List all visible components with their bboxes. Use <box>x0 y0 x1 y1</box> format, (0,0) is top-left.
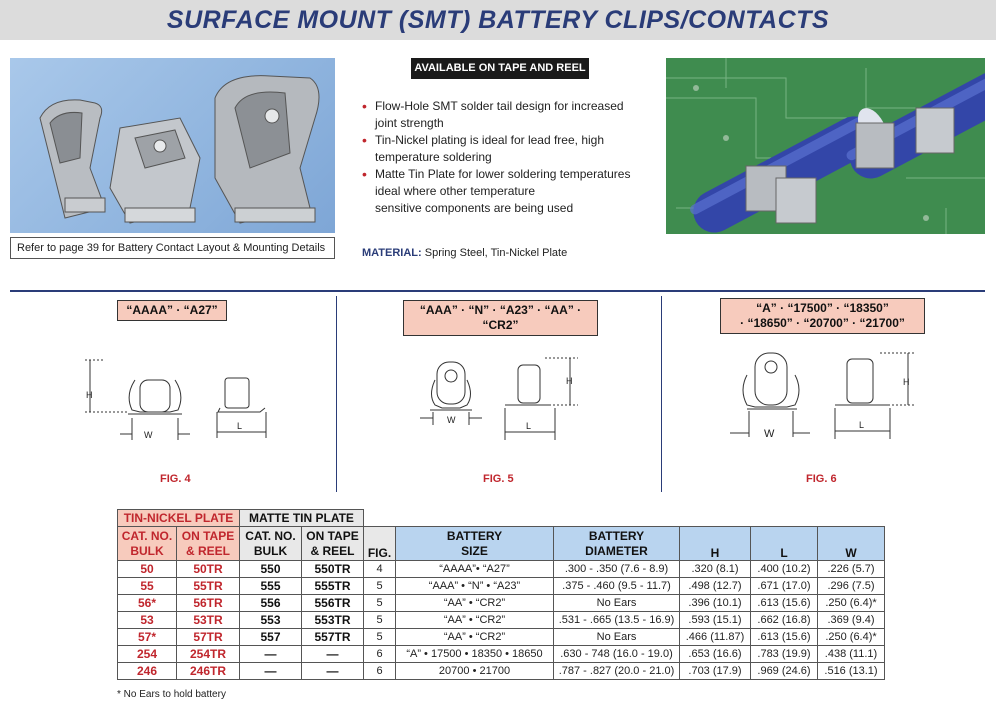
spacer-cell <box>554 510 680 527</box>
cell-w: .226 (5.7) <box>818 561 885 578</box>
spec-table <box>117 509 885 680</box>
w-dim-label: W <box>764 428 775 440</box>
cell-tin-bulk: 246 <box>118 663 177 680</box>
header-line: SIZE <box>461 543 488 558</box>
fig4-label: FIG. 4 <box>160 473 191 485</box>
feature-line: Tin-Nickel plating is ideal for lead free, high <box>375 133 605 147</box>
table-group-header <box>118 510 885 527</box>
cell-tin-reel: 55TR <box>177 578 240 595</box>
table-row <box>118 612 885 629</box>
feature-item <box>362 166 652 217</box>
size-text: “AAAA” · “A27” <box>126 303 218 317</box>
col-matte-reel <box>302 527 364 561</box>
feature-line: Matte Tin Plate for lower soldering temperatures <box>375 167 631 181</box>
cell-h: .593 (15.1) <box>680 612 751 629</box>
cell-l: .662 (16.8) <box>751 612 818 629</box>
cell-matte-reel: — <box>302 646 364 663</box>
header-line: ON TAPE <box>181 528 235 543</box>
cell-l: .783 (19.9) <box>751 646 818 663</box>
cell-size: “AAAA”• “A27” <box>396 561 554 578</box>
cell-fig: 6 <box>364 646 396 663</box>
cell-matte-reel: 553TR <box>302 612 364 629</box>
header-line: CAT. NO. <box>245 528 296 543</box>
cell-matte-bulk: — <box>240 663 302 680</box>
size-text: “AAA” · “N” · “A23” · “AA” · “CR2” <box>419 303 582 332</box>
fig6-size-label <box>720 298 925 334</box>
cell-l: .613 (15.6) <box>751 629 818 646</box>
l-dim-label: L <box>526 421 532 431</box>
cell-size: “A” • 17500 • 18350 • 18650 <box>396 646 554 663</box>
header-line: DIAMETER <box>585 543 648 558</box>
cell-matte-bulk: 555 <box>240 578 302 595</box>
cell-l: .969 (24.6) <box>751 663 818 680</box>
pcb-battery-photo <box>666 58 985 234</box>
tin-nickel-header: TIN-NICKEL PLATE <box>118 510 240 527</box>
col-w: W <box>818 527 885 561</box>
fig4-diagram <box>80 350 280 455</box>
col-diameter <box>554 527 680 561</box>
cell-h: .498 (12.7) <box>680 578 751 595</box>
cell-fig: 5 <box>364 612 396 629</box>
cell-w: .296 (7.5) <box>818 578 885 595</box>
w-dim-label: W <box>144 430 153 440</box>
cell-size: “AAA” • “N” • “A23” <box>396 578 554 595</box>
h-dim-label: H <box>903 377 910 387</box>
cell-matte-reel: 550TR <box>302 561 364 578</box>
fig6-diagram <box>725 345 925 455</box>
size-text: · “18650” · “20700” · “21700” <box>740 316 905 330</box>
cell-diam: .630 - 748 (16.0 - 19.0) <box>554 646 680 663</box>
footnote: * No Ears to hold battery <box>117 689 226 700</box>
material-line <box>362 247 567 259</box>
cell-diam: .531 - .665 (13.5 - 16.9) <box>554 612 680 629</box>
page-title: SURFACE MOUNT (SMT) BATTERY CLIPS/CONTACTS <box>166 6 830 34</box>
cell-l: .671 (17.0) <box>751 578 818 595</box>
header-line: BULK <box>130 543 164 558</box>
cell-matte-reel: 555TR <box>302 578 364 595</box>
cell-tin-bulk: 50 <box>118 561 177 578</box>
cell-size: “AA” • “CR2” <box>396 595 554 612</box>
col-tin-bulk <box>118 527 177 561</box>
feature-line: Flow-Hole SMT solder tail design for increased <box>375 99 624 113</box>
material-label: MATERIAL: <box>362 247 422 259</box>
bullet-icon: • <box>362 98 367 114</box>
cell-matte-bulk: 556 <box>240 595 302 612</box>
col-tin-reel <box>177 527 240 561</box>
header-line: ON TAPE <box>306 528 359 543</box>
cell-h: .466 (11.87) <box>680 629 751 646</box>
h-dim-label: H <box>86 390 93 400</box>
fig5-label: FIG. 5 <box>483 473 514 485</box>
cell-matte-bulk: — <box>240 646 302 663</box>
cell-fig: 5 <box>364 595 396 612</box>
cell-tin-reel: 246TR <box>177 663 240 680</box>
header-line: & REEL <box>310 543 355 558</box>
spacer-cell <box>680 510 751 527</box>
table-row <box>118 561 885 578</box>
cell-matte-bulk: 553 <box>240 612 302 629</box>
spacer-cell <box>751 510 818 527</box>
battery-clips-photo <box>10 58 335 233</box>
cell-fig: 5 <box>364 629 396 646</box>
cell-size: “AA” • “CR2” <box>396 612 554 629</box>
feature-line: temperature soldering <box>375 150 492 164</box>
cell-fig: 6 <box>364 663 396 680</box>
cell-fig: 5 <box>364 578 396 595</box>
matte-tin-header: MATTE TIN PLATE <box>240 510 364 527</box>
section-divider <box>10 290 985 292</box>
size-text: “A” · “17500” · “18350” <box>756 301 889 315</box>
spacer-cell <box>364 510 396 527</box>
spacer-cell <box>818 510 885 527</box>
cell-l: .400 (10.2) <box>751 561 818 578</box>
header-line: BULK <box>253 543 288 558</box>
feature-line: ideal where other temperature <box>375 184 536 198</box>
feature-line: sensitive components are being used <box>375 201 574 215</box>
bullet-icon: • <box>362 132 367 148</box>
cell-tin-reel: 53TR <box>177 612 240 629</box>
cell-tin-bulk: 56* <box>118 595 177 612</box>
col-size <box>396 527 554 561</box>
cell-w: .369 (9.4) <box>818 612 885 629</box>
cell-matte-reel: — <box>302 663 364 680</box>
refer-note: Refer to page 39 for Battery Contact Layout & Mounting Details <box>10 237 335 259</box>
col-h: H <box>680 527 751 561</box>
l-dim-label: L <box>859 420 865 430</box>
cell-matte-reel: 556TR <box>302 595 364 612</box>
cell-diam: No Ears <box>554 595 680 612</box>
feature-line: joint strength <box>375 116 444 130</box>
cell-diam: .375 - .460 (9.5 - 11.7) <box>554 578 680 595</box>
tape-reel-badge: AVAILABLE ON TAPE AND REEL <box>411 58 589 79</box>
table-row <box>118 595 885 612</box>
column-divider <box>336 296 337 492</box>
cell-diam: .300 - .350 (7.6 - 8.9) <box>554 561 680 578</box>
feature-list <box>362 98 652 217</box>
cell-tin-reel: 57TR <box>177 629 240 646</box>
cell-h: .653 (16.6) <box>680 646 751 663</box>
cell-w: .250 (6.4)* <box>818 595 885 612</box>
cell-matte-bulk: 550 <box>240 561 302 578</box>
cell-w: .516 (13.1) <box>818 663 885 680</box>
cell-tin-reel: 50TR <box>177 561 240 578</box>
cell-tin-bulk: 55 <box>118 578 177 595</box>
cell-h: .703 (17.9) <box>680 663 751 680</box>
cell-matte-reel: 557TR <box>302 629 364 646</box>
cell-tin-reel: 254TR <box>177 646 240 663</box>
table-row <box>118 646 885 663</box>
cell-fig: 4 <box>364 561 396 578</box>
col-fig: FIG. <box>364 527 396 561</box>
l-dim-label: L <box>237 421 243 431</box>
fig4-size-label <box>117 300 227 321</box>
header-line: BATTERY <box>446 528 503 543</box>
cell-l: .613 (15.6) <box>751 595 818 612</box>
table-row <box>118 629 885 646</box>
bullet-icon: • <box>362 166 367 182</box>
cell-diam: .787 - .827 (20.0 - 21.0) <box>554 663 680 680</box>
cell-h: .396 (10.1) <box>680 595 751 612</box>
cell-tin-bulk: 53 <box>118 612 177 629</box>
col-l: L <box>751 527 818 561</box>
spacer-cell <box>396 510 554 527</box>
feature-item <box>362 98 652 132</box>
cell-size: “AA” • “CR2” <box>396 629 554 646</box>
cell-w: .250 (6.4)* <box>818 629 885 646</box>
table-body <box>118 561 885 680</box>
feature-item <box>362 132 652 166</box>
table-column-header <box>118 527 885 561</box>
material-value: Spring Steel, Tin-Nickel Plate <box>424 247 568 259</box>
fig6-label: FIG. 6 <box>806 473 837 485</box>
table-row <box>118 578 885 595</box>
cell-diam: No Ears <box>554 629 680 646</box>
header-line: BATTERY <box>588 528 645 543</box>
header-line: CAT. NO. <box>121 528 173 543</box>
fig5-diagram <box>400 350 600 455</box>
fig5-size-label <box>403 300 598 336</box>
cell-tin-bulk: 254 <box>118 646 177 663</box>
w-dim-label: W <box>447 415 456 425</box>
col-matte-bulk <box>240 527 302 561</box>
cell-tin-reel: 56TR <box>177 595 240 612</box>
table-row <box>118 663 885 680</box>
cell-w: .438 (11.1) <box>818 646 885 663</box>
cell-tin-bulk: 57* <box>118 629 177 646</box>
header-line: & REEL <box>185 543 230 558</box>
cell-matte-bulk: 557 <box>240 629 302 646</box>
h-dim-label: H <box>566 376 573 386</box>
cell-size: 20700 • 21700 <box>396 663 554 680</box>
cell-h: .320 (8.1) <box>680 561 751 578</box>
column-divider <box>661 296 662 492</box>
